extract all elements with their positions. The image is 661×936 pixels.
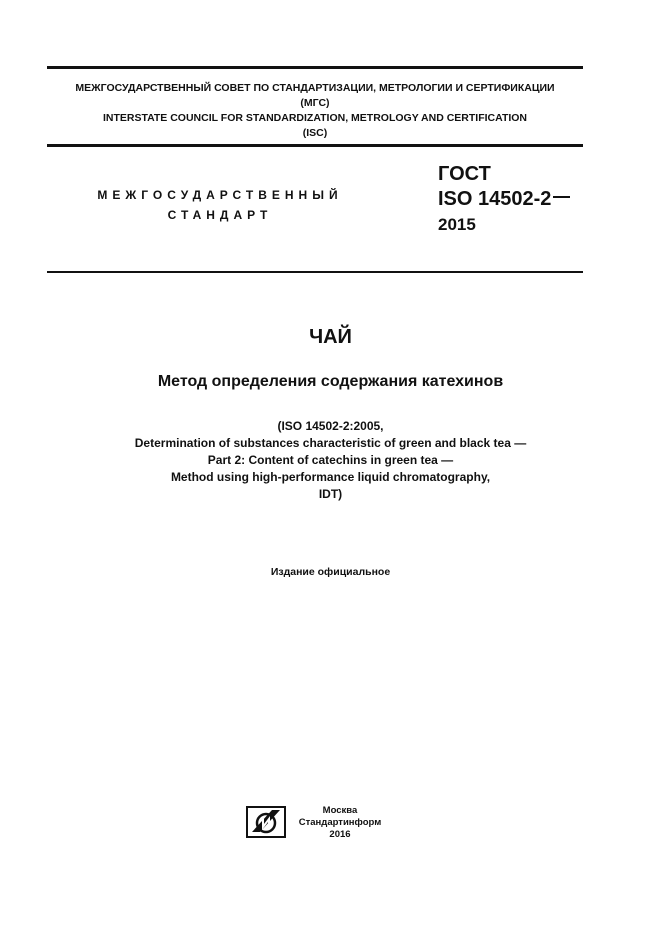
- designation-prefix: ГОСТ: [438, 163, 491, 185]
- standard-designation: [438, 162, 570, 237]
- standartinform-logo-icon: [246, 806, 286, 838]
- iso-reference-line5: IDT): [318, 487, 343, 501]
- document-subtitle: Метод определения содержания катехинов: [157, 373, 504, 390]
- council-abbr-en: (ISC): [302, 127, 328, 139]
- document-title: ЧАЙ: [309, 326, 352, 348]
- edition-note: Издание официальное: [270, 566, 391, 578]
- standard-kind: [90, 185, 350, 225]
- council-name-en: INTERSTATE COUNCIL FOR STANDARDIZATION, METROLOGY AND CERTIFICATION: [102, 112, 528, 124]
- iso-reference-line1: (ISO 14502-2:2005,: [277, 419, 384, 433]
- council-name-ru: МЕЖГОСУДАРСТВЕННЫЙ СОВЕТ ПО СТАНДАРТИЗАЦИИ, МЕТРОЛОГИИ И СЕРТИФИКАЦИИ: [75, 82, 555, 94]
- standard-kind-line2: СТАНДАРТ: [167, 208, 273, 222]
- council-abbr-ru: (МГС): [300, 97, 330, 109]
- top-rule: [47, 66, 583, 69]
- header-rule: [47, 144, 583, 147]
- iso-reference: [0, 418, 661, 503]
- publisher-city: Москва: [322, 805, 358, 816]
- iso-reference-line4: Method using high-performance liquid chromatography,: [170, 470, 491, 484]
- publisher-name: Стандартинформ: [298, 817, 382, 828]
- designation-number: ISO 14502-2: [438, 188, 552, 210]
- council-header: [47, 81, 583, 141]
- designation-dash: [553, 196, 570, 198]
- publisher-year: 2016: [329, 829, 351, 840]
- standard-kind-line1: МЕЖГОСУДАРСТВЕННЫЙ: [97, 188, 343, 202]
- designation-rule: [47, 271, 583, 273]
- designation-year: 2015: [438, 215, 476, 234]
- publisher-block: [290, 805, 390, 841]
- iso-reference-line2: Determination of substances characteristic of green and black tea —: [134, 436, 527, 450]
- iso-reference-line3: Part 2: Content of catechins in green tea —: [207, 453, 454, 467]
